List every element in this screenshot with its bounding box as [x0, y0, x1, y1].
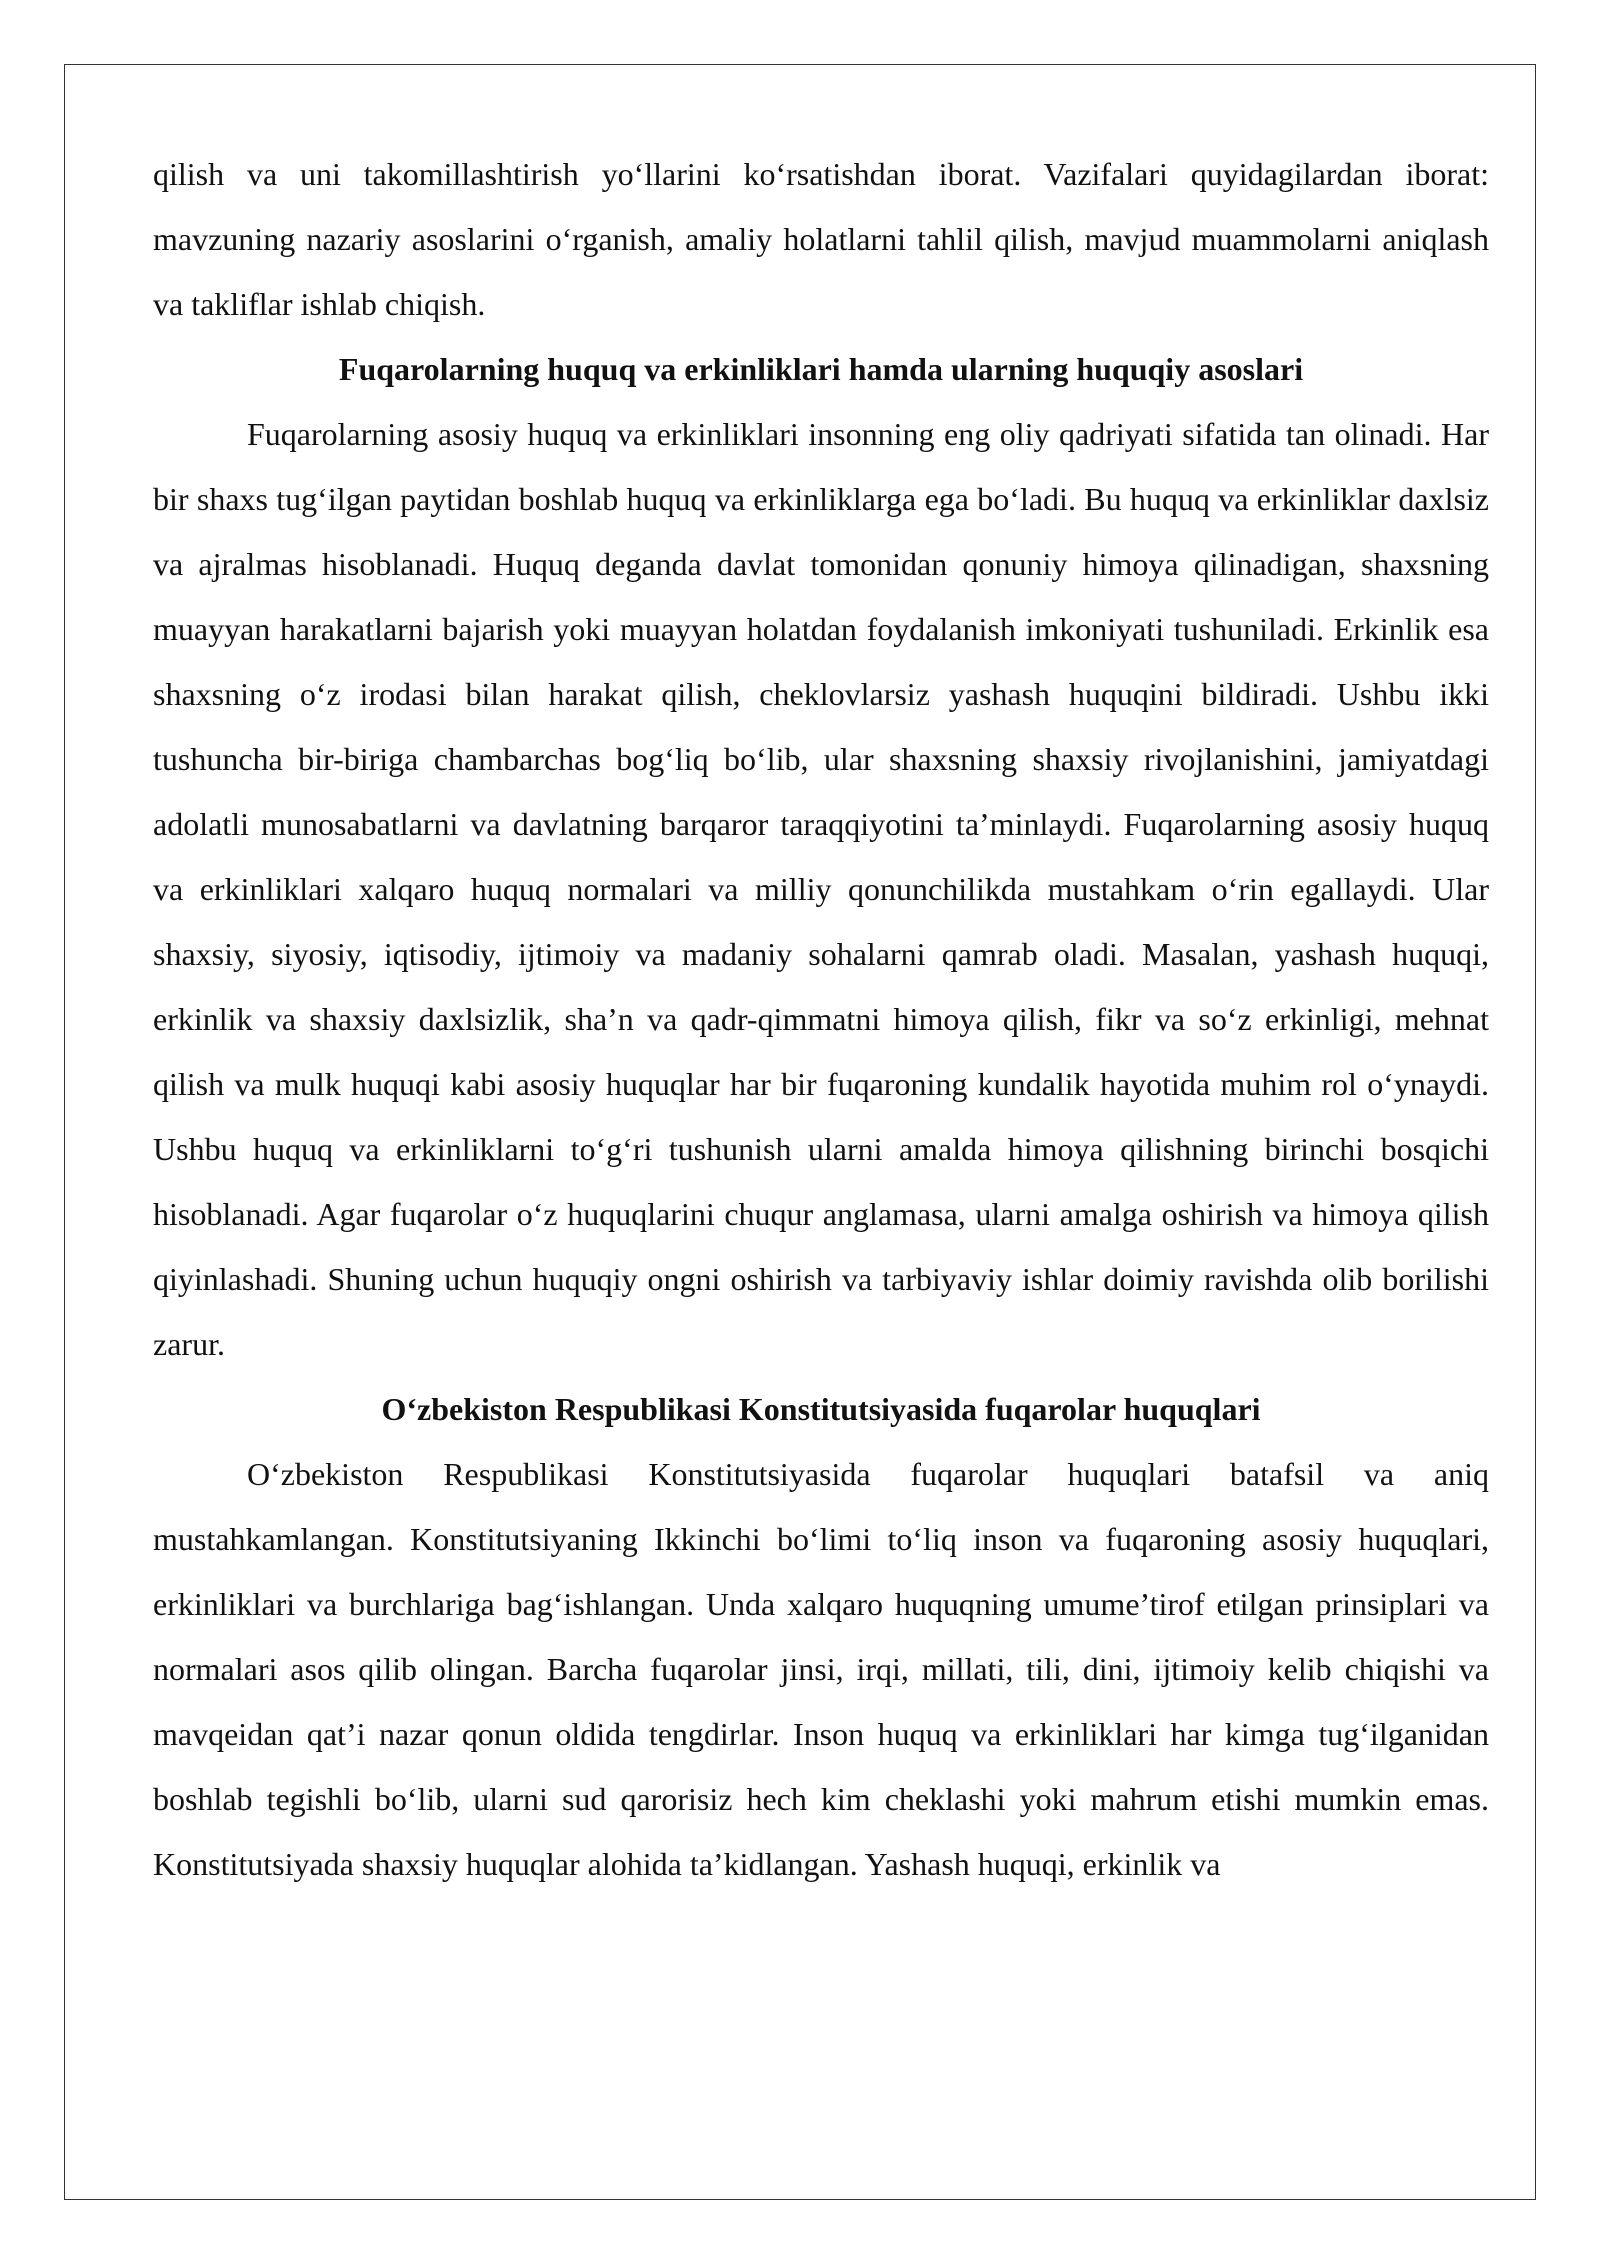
section-heading-rights-and-freedoms: Fuqarolarning huquq va erkinliklari hamda ularning huquqiy asoslari	[338, 351, 1304, 387]
section-paragraph-rights-and-freedoms: Fuqarolarning asosiy huquq va erkinliklari insonning eng oliy qadriyati sifatida tan olinadi. Har bir shaxs tug‘ilgan paytidan boshlab huquq va erkinliklarga ega bo‘ladi. Bu huquq va erkinliklar daxlsiz va ajralmas hisoblanadi. Huquq deganda davlat tomonidan qonuniy himoya qilinadigan, shaxsning muayyan harakatlarni bajarish yoki muayyan holatdan foydalanish imkoniyati tushuniladi. Erkinlik esa shaxsning o‘z irodasi bilan harakat qilish, cheklovlarsiz yashash huquqini bildiradi. Ushbu ikki tushuncha bir-biriga chambarchas bog‘liq bo‘lib, ular shaxsning shaxsiy rivojlanishini, jamiyatdagi adolatli munosabatlarni va davlatning barqaror taraqqiyotini ta’minlaydi. Fuqarolarning asosiy huquq va erkinliklari xalqaro huquq normalari va milliy qonunchilikda mustahkam o‘rin egallaydi. Ular shaxsiy, siyosiy, iqtisodiy, ijtimoiy va madaniy sohalarni qamrab oladi. Masalan, yashash huquqi, erkinlik va shaxsiy daxlsizlik, sha’n va qadr-qimmatni himoya qilish, fikr va so‘z erkinligi, mehnat qilish va mulk huquqi kabi asosiy huquqlar har bir fuqaroning kundalik hayotida muhim rol o‘ynaydi. Ushbu huquq va erkinliklarni to‘g‘ri tushunish ularni amalda himoya qilishning birinchi bosqichi hisoblanadi. Agar fuqarolar o‘z huquqlarini chuqur anglamasa, ularni amalga oshirish va himoya qilish qiyinlashadi. Shuning uchun huquqiy ongni oshirish va tarbiyaviy ishlar doimiy ravishda olib borilishi zarur.	[153, 416, 1489, 1362]
section-paragraph-constitution: O‘zbekiston Respublikasi Konstitutsiyasida fuqarolar huquqlari batafsil va aniq mustahkamlangan. Konstitutsiyaning Ikkinchi bo‘limi to‘liq inson va fuqaroning asosiy huquqlari, erkinliklari va burchlariga bag‘ishlangan. Unda xalqaro huquqning umume’tirof etilgan prinsiplari va normalari asos qilib olingan. Barcha fuqarolar jinsi, irqi, millati, tili, dini, ijtimoiy kelib chiqishi va mavqeidan qat’i nazar qonun oldida tengdirlar. Inson huquq va erkinliklari har kimga tug‘ilganidan boshlab tegishli bo‘lib, ularni sud qarorisiz hech kim cheklashi yoki mahrum etishi mumkin emas. Konstitutsiyada shaxsiy huquqlar alohida ta’kidlangan. Yashash huquqi, erkinlik va	[153, 1456, 1489, 1882]
intro-paragraph: qilish va uni takomillashtirish yo‘llarini ko‘rsatishdan iborat. Vazifalari quyidagilardan iborat: mavzuning nazariy asoslarini o‘rganish, amaliy holatlarni tahlil qilish, mavjud muammolarni aniqlash va takliflar ishlab chiqish.	[153, 156, 1489, 322]
section-heading-constitution: O‘zbekiston Respublikasi Konstitutsiyasida fuqarolar huquqlari	[381, 1391, 1261, 1427]
document-body	[153, 142, 1489, 1897]
